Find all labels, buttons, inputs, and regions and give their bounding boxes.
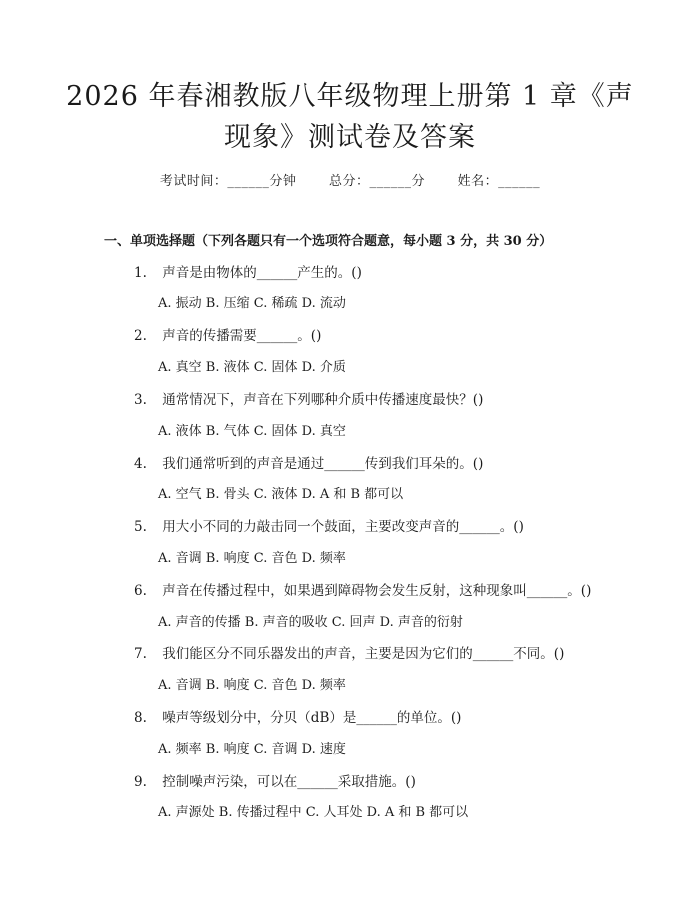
question-options: A. 音调 B. 响度 C. 音色 D. 频率 xyxy=(158,551,346,566)
question-stem: 我们通常听到的声音是通过______传到我们耳朵的。() xyxy=(162,456,484,472)
title-line-2: 现象》测试卷及答案 xyxy=(224,122,476,153)
question-item xyxy=(134,261,362,281)
question-number: 6. xyxy=(134,583,147,599)
student-name-field: 姓名：______ xyxy=(457,174,541,189)
exam-info-row xyxy=(0,170,700,189)
question-stem: 控制噪声污染，可以在______采取措施。() xyxy=(162,774,416,790)
question-item xyxy=(134,515,524,535)
question-item xyxy=(134,452,483,472)
question-item xyxy=(134,579,591,599)
question-options: A. 声音的传播 B. 声音的吸收 C. 回声 D. 声音的衍射 xyxy=(158,615,463,630)
total-score-field: 总分：______分 xyxy=(328,174,425,189)
question-stem: 我们能区分不同乐器发出的声音，主要是因为它们的______不同。() xyxy=(162,646,565,662)
question-item xyxy=(134,642,564,662)
question-stem: 声音的传播需要______。() xyxy=(162,328,322,344)
question-item xyxy=(134,706,461,726)
question-options: A. 音调 B. 响度 C. 音色 D. 频率 xyxy=(158,678,346,693)
exam-time-field: 考试时间：______分钟 xyxy=(159,174,297,189)
question-options: A. 声源处 B. 传播过程中 C. 人耳处 D. A 和 B 都可以 xyxy=(158,805,469,820)
question-item xyxy=(134,770,416,790)
question-number: 2. xyxy=(134,328,147,344)
section-heading: 一、单项选择题（下列各题只有一个选项符合题意，每小题 3 分，共 30 分） xyxy=(104,234,553,249)
question-number: 1. xyxy=(134,265,147,281)
question-item xyxy=(134,388,483,408)
question-number: 8. xyxy=(134,710,147,726)
question-number: 3. xyxy=(134,392,147,408)
question-item xyxy=(134,324,321,344)
question-number: 7. xyxy=(134,646,147,662)
question-stem: 声音在传播过程中，如果遇到障碍物会发生反射，这种现象叫______。() xyxy=(162,583,592,599)
question-stem: 噪声等级划分中，分贝（dB）是______的单位。() xyxy=(162,710,462,726)
title-line-1: 2026 年春湘教版八年级物理上册第 1 章《声 xyxy=(66,81,634,112)
question-options: A. 频率 B. 响度 C. 音调 D. 速度 xyxy=(158,742,346,757)
question-options: A. 液体 B. 气体 C. 固体 D. 真空 xyxy=(158,424,346,439)
question-number: 4. xyxy=(134,456,147,472)
question-options: A. 振动 B. 压缩 C. 稀疏 D. 流动 xyxy=(158,296,346,311)
page-title xyxy=(60,76,640,158)
question-number: 9. xyxy=(134,774,147,790)
question-number: 5. xyxy=(134,519,147,535)
question-options: A. 真空 B. 液体 C. 固体 D. 介质 xyxy=(158,360,346,375)
question-stem: 通常情况下，声音在下列哪种介质中传播速度最快？() xyxy=(162,392,484,408)
question-stem: 声音是由物体的______产生的。() xyxy=(162,265,362,281)
question-stem: 用大小不同的力敲击同一个鼓面，主要改变声音的______。() xyxy=(162,519,524,535)
question-options: A. 空气 B. 骨头 C. 液体 D. A 和 B 都可以 xyxy=(158,487,404,502)
